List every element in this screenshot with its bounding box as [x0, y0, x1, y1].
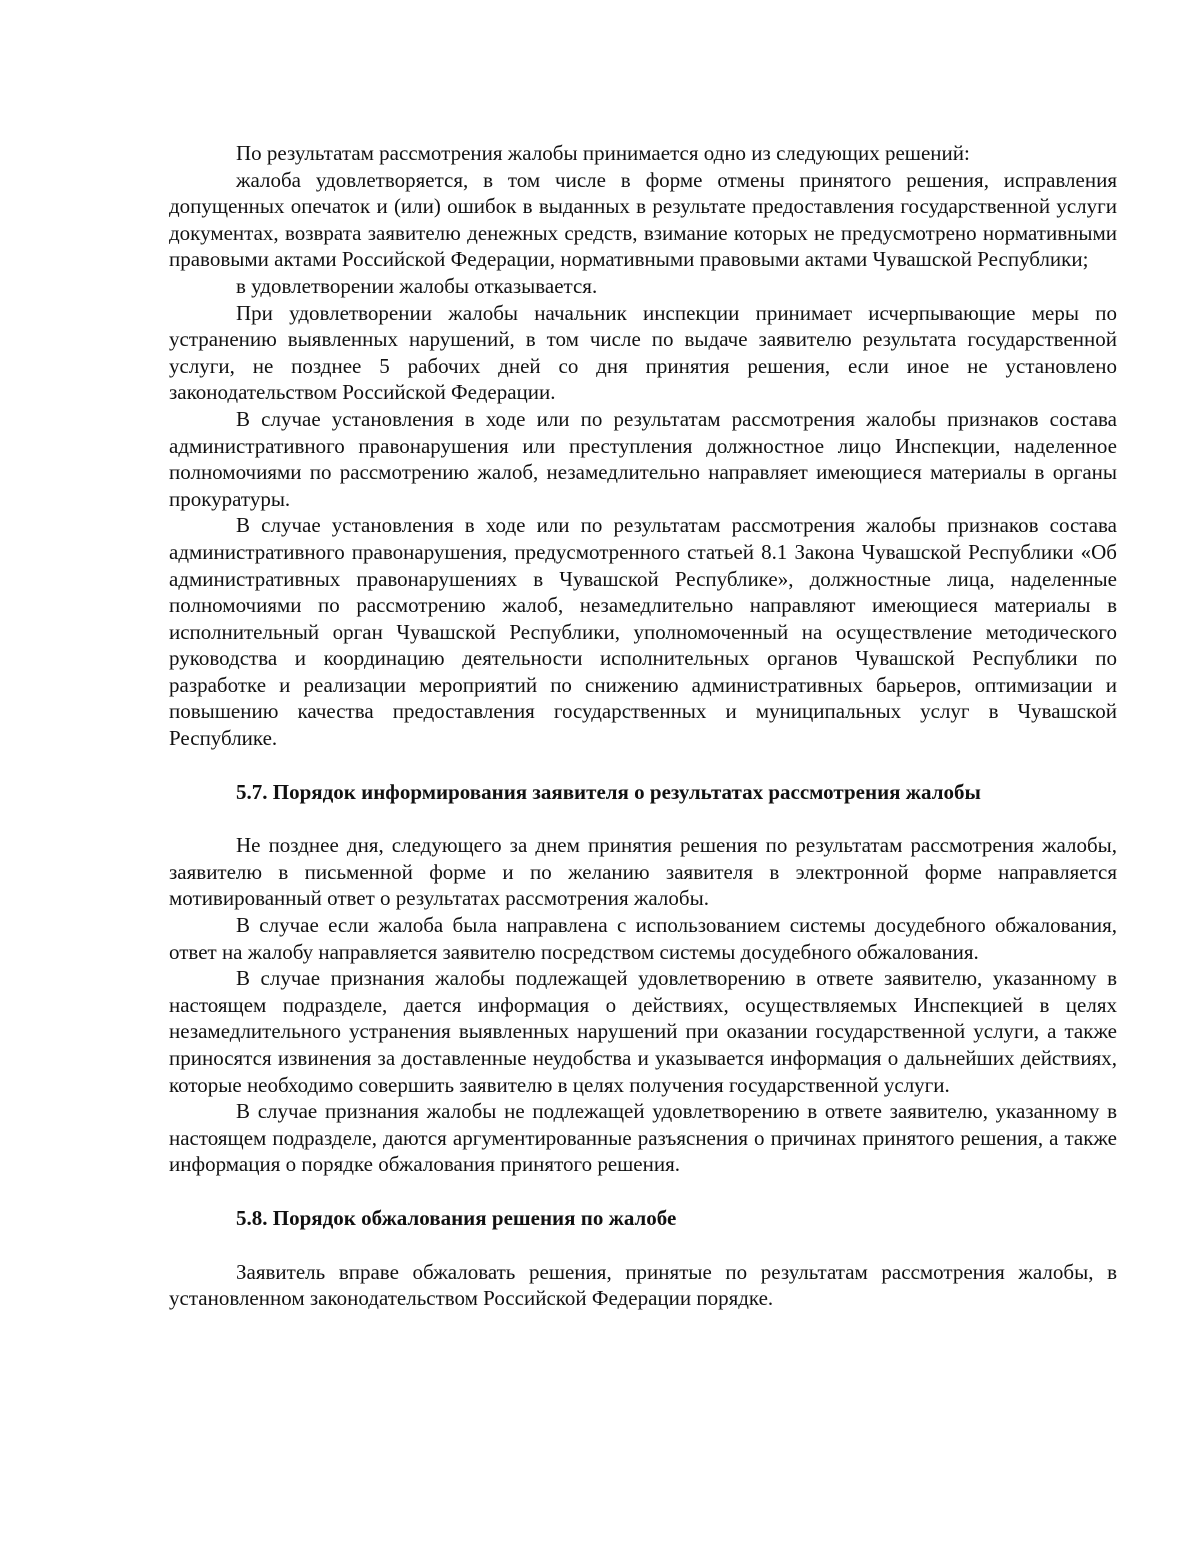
document-page	[169, 140, 1117, 1312]
paragraph-unsatisfied-response: В случае признания жалобы не подлежащей удовлетворению в ответе заявителю, указанному в настоящем подразделе, даются аргументированные разъяснения о причинах принятого решения, а также информация о порядке обжалования принятого решения.	[169, 1099, 1117, 1177]
spacer	[169, 1178, 1117, 1205]
paragraph-pretrial-system: В случае если жалоба была направлена с использованием системы досудебного обжалования, ответ на жалобу направляется заявителю посредством системы досудебного обжалования.	[169, 913, 1117, 964]
section-heading-5-8: 5.8. Порядок обжалования решения по жалобе	[236, 1205, 677, 1230]
paragraph-complaint-refused: в удовлетворении жалобы отказывается.	[236, 273, 598, 298]
spacer	[169, 1232, 1117, 1259]
spacer	[169, 805, 1117, 832]
paragraph-remedy-measures: При удовлетворении жалобы начальник инспекции принимает исчерпывающие меры по устранению выявленных нарушений, в том числе по выдаче заявителю результата государственной услуги, не позднее 5 рабочих дней со дня принятия решения, если иное не установлено законодательством Российской Федерации.	[169, 300, 1117, 405]
paragraph-complaint-satisfied: жалоба удовлетворяется, в том числе в форме отмены принятого решения, исправления допущенных опечаток и (или) ошибок в выданных в результате предоставления государственной услуги документах, возврата заявителю денежных средств, взимание которых не предусмотрено нормативными правовыми актами Российской Федерации, нормативными правовыми актами Чувашской Республики;	[169, 167, 1117, 272]
paragraph-satisfied-response: В случае признания жалобы подлежащей удовлетворению в ответе заявителю, указанному в настоящем подразделе, дается информация о действиях, осуществляемых Инспекцией в целях незамедлительного устранения выявленных нарушений при оказании государственной услуги, а также приносятся извинения за доставленные неудобства и указывается информация о дальнейших действиях, которые необходимо совершить заявителю в целях получения государственной услуги.	[169, 966, 1117, 1097]
spacer	[169, 752, 1117, 779]
paragraph-administrative-violation: В случае установления в ходе или по результатам рассмотрения жалобы признаков состава административного правонарушения, предусмотренного статьей 8.1 Закона Чувашской Республики «Об административных правонарушениях в Чувашской Республике», должностные лица, наделенные полномочиями по рассмотрению жалоб, незамедлительно направляют имеющиеся материалы в исполнительный орган Чувашской Республики, уполномоченный на осуществление методического руководства и координацию деятельности исполнительных органов Чувашской Республики по разработке и реализации мероприятий по снижению административных барьеров, оптимизации и повышению качества предоставления государственных и муниципальных услуг в Чувашской Республике.	[169, 513, 1117, 751]
section-heading-5-7: 5.7. Порядок информирования заявителя о результатах рассмотрения жалобы	[236, 779, 981, 804]
paragraph-decision-options: По результатам рассмотрения жалобы принимается одно из следующих решений:	[236, 141, 970, 165]
paragraph-prosecution-referral: В случае установления в ходе или по результатам рассмотрения жалобы признаков состава административного правонарушения или преступления должностное лицо Инспекции, наделенное полномочиями по рассмотрению жалоб, незамедлительно направляет имеющиеся материалы в органы прокуратуры.	[169, 406, 1117, 511]
paragraph-motivated-answer: Не позднее дня, следующего за днем принятия решения по результатам рассмотрения жалобы, заявителю в письменной форме и по желанию заявителя в электронной форме направляется мотивированный ответ о результатах рассмотрения жалобы.	[169, 833, 1117, 911]
paragraph-appeal-right: Заявитель вправе обжаловать решения, принятые по результатам рассмотрения жалобы, в установленном законодательством Российской Федерации порядке.	[169, 1259, 1117, 1311]
